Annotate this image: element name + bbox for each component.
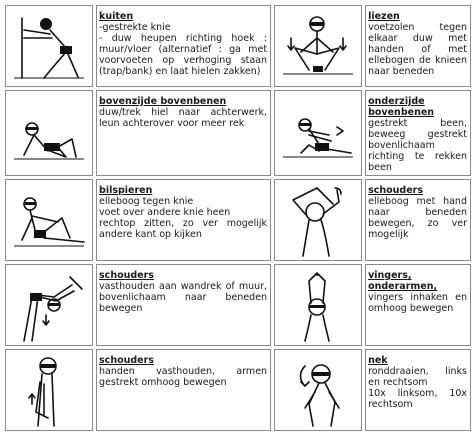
picture-cell [5,90,93,176]
exercise-title: schouders [99,270,154,281]
exercise-title: kuiten [99,11,134,22]
description-cell [365,90,471,176]
stretch-hamstring-figure-icon [279,95,357,171]
picture-cell [274,5,362,87]
stretch-shoulder-wall-figure-icon [10,267,88,343]
description-cell [96,90,271,176]
exercise-title: nek [368,355,388,366]
exercise-description: vasthouden aan wandrek of muur, bovenlichaam naar beneden bewegen [99,281,268,314]
stretch-groin-figure-icon [279,8,357,84]
exercise-title: vingers, onderarmen, [368,270,438,292]
exercise-title: liezen [368,11,400,22]
stretch-fingers-forearms-figure-icon [279,267,357,343]
picture-cell [274,349,362,431]
description-cell [96,264,271,346]
stretch-buttocks-figure-icon [10,182,88,258]
description-cell [365,5,471,87]
description-cell [96,349,271,431]
picture-cell [5,264,93,346]
exercise-title: bilspieren [99,185,153,196]
stretch-quadriceps-figure-icon [10,95,88,171]
picture-cell [5,5,93,87]
picture-cell [5,349,93,431]
exercise-title: bovenzijde bovenbenen [99,96,227,107]
picture-cell [5,179,93,261]
picture-cell [274,264,362,346]
stretch-neck-figure-icon [279,352,357,428]
exercise-description: elleboog tegen knie voet over andere knie heen rechtop zitten, zo ver mogelijk andere kant op kijken [99,196,268,240]
picture-cell [274,179,362,261]
exercise-title: onderzijde bovenbenen [368,96,435,118]
table-row [5,349,471,431]
description-cell [365,349,471,431]
exercise-description: duw/trek hiel naar achterwerk, leun achterover voor meer rek [99,107,268,129]
description-cell [96,179,271,261]
exercise-description: vingers inhaken en omhoog bewegen [368,292,467,314]
exercise-description: elleboog met hand naar beneden bewegen, zo ver mogelijk [368,196,467,240]
stretch-calves-figure-icon [10,8,88,84]
description-cell [365,264,471,346]
table-row [5,5,471,87]
exercise-description: handen vasthouden, armen gestrekt omhoog bewegen [99,366,268,388]
exercise-description: -gestrekte knie - duw heupen richting hoek : muur/vloer (alternatief : ga met voorvoeten op verhoging staan (trap/bank) en laat hielen zakken) [99,22,268,77]
exercise-description: voetzolen tegen elkaar duw met handen of met ellebogen de knieen naar beneden [368,22,467,77]
stretch-shoulder-elbow-figure-icon [279,182,357,258]
exercise-description: gestrekt been, beweeg gestrekt bovenlichaam richting te rekken been [368,118,467,173]
exercise-title: schouders [368,185,424,196]
table-row [5,90,471,176]
picture-cell [274,90,362,176]
description-cell [365,179,471,261]
table-row [5,264,471,346]
stretch-shoulder-behind-figure-icon [10,352,88,428]
table-row [5,179,471,261]
description-cell [96,5,271,87]
stretch-table [2,2,474,434]
exercise-title: schouders [99,355,154,366]
exercise-description: ronddraaien, links en rechtsom 10x linksom, 10x rechtsom [368,366,467,410]
